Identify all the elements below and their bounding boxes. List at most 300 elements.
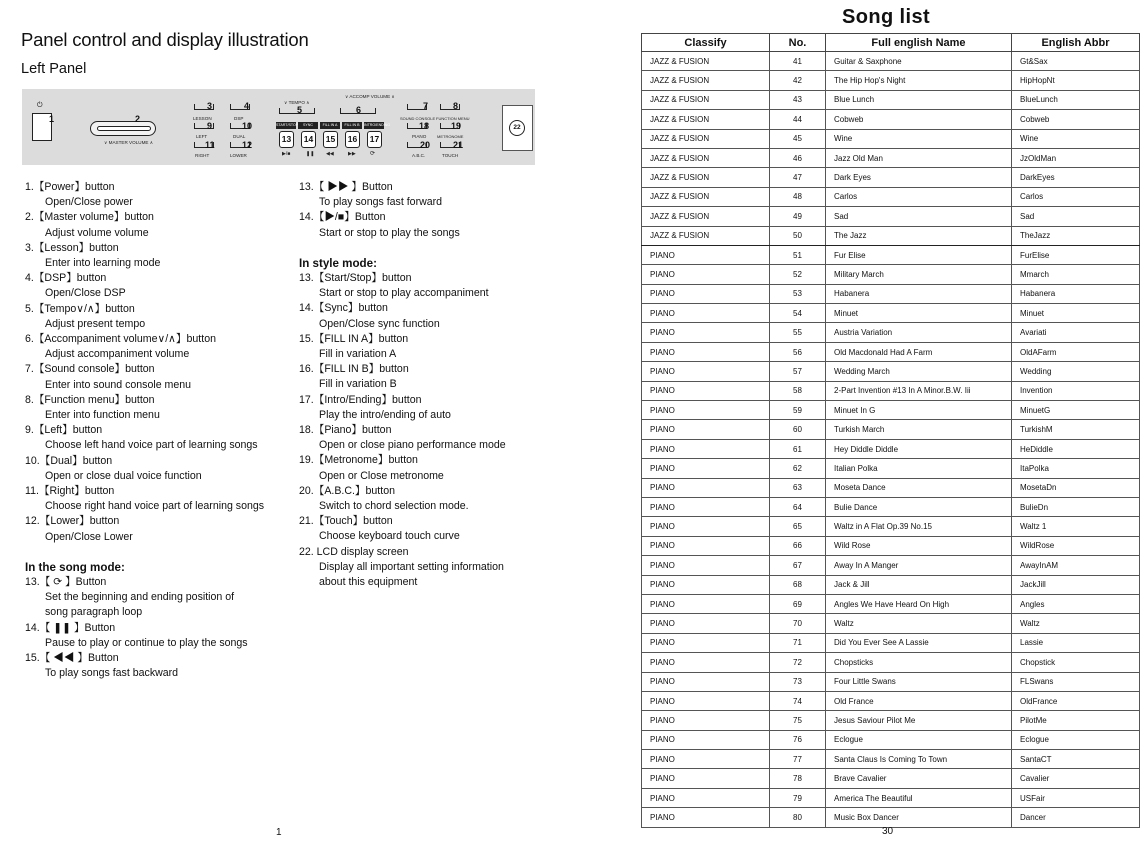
cell-full-name: The Jazz	[826, 226, 1012, 245]
cell-number: 57	[770, 362, 826, 381]
cell-classify: JAZZ & FUSION	[642, 187, 770, 206]
panel-label-7: 7	[423, 101, 429, 111]
cell-abbr: WildRose	[1012, 536, 1140, 555]
table-row	[642, 381, 1140, 400]
cell-full-name: Waltz in A Flat Op.39 No.15	[826, 517, 1012, 536]
cell-full-name: Jack & Jill	[826, 575, 1012, 594]
left-page	[0, 0, 560, 842]
list-item-head: 8.【Function menu】button	[25, 393, 155, 406]
table-row	[642, 575, 1140, 594]
list-item-head: 11.【Right】button	[25, 485, 115, 498]
cell-number: 72	[770, 653, 826, 672]
cell-number: 61	[770, 439, 826, 458]
song-list-title: Song list	[842, 6, 931, 28]
cell-number: 64	[770, 497, 826, 516]
cell-number: 44	[770, 110, 826, 129]
right-page	[560, 0, 1144, 842]
panel-label-1: 1	[49, 114, 55, 124]
cell-abbr: Gt&Sax	[1012, 52, 1140, 71]
cell-number: 60	[770, 420, 826, 439]
cell-abbr: HeDiddle	[1012, 439, 1140, 458]
cell-abbr: Habanera	[1012, 284, 1140, 303]
cell-abbr: SantaCT	[1012, 750, 1140, 769]
fill-b-label-block: FILL IN B	[342, 122, 362, 129]
table-row	[642, 284, 1140, 303]
list-item-head: 16.【FILL IN B】button	[299, 363, 409, 376]
cell-full-name: Carlos	[826, 187, 1012, 206]
page-title: Panel control and display illustration	[21, 29, 309, 50]
cell-full-name: Santa Claus Is Coming To Town	[826, 750, 1012, 769]
cell-number: 79	[770, 788, 826, 807]
table-row	[642, 323, 1140, 342]
cell-classify: PIANO	[642, 730, 770, 749]
cell-full-name: Sad	[826, 207, 1012, 226]
cell-number: 51	[770, 245, 826, 264]
power-icon: ⏻	[37, 102, 43, 109]
list-item-desc: Enter into function menu	[45, 409, 160, 422]
cell-full-name: Jesus Saviour Pilot Me	[826, 711, 1012, 730]
cell-number: 68	[770, 575, 826, 594]
list-item-desc: Switch to chord selection mode.	[319, 500, 469, 513]
panel-label-8: 8	[453, 101, 459, 111]
cell-full-name: 2-Part Invention #13 In A Minor.B.W. Iii	[826, 381, 1012, 400]
table-row	[642, 90, 1140, 109]
cell-classify: PIANO	[642, 265, 770, 284]
cell-abbr: Mmarch	[1012, 265, 1140, 284]
cell-number: 54	[770, 304, 826, 323]
cell-classify: PIANO	[642, 304, 770, 323]
dual-caption: DUAL	[233, 134, 246, 139]
song-list-table	[641, 33, 1140, 828]
pause-icon: ❚❚	[306, 151, 315, 157]
table-row	[642, 401, 1140, 420]
cell-classify: JAZZ & FUSION	[642, 129, 770, 148]
cell-classify: JAZZ & FUSION	[642, 207, 770, 226]
table-row	[642, 459, 1140, 478]
table-row	[642, 52, 1140, 71]
cell-full-name: Brave Cavalier	[826, 769, 1012, 788]
panel-label-12: 12	[242, 140, 253, 150]
panel-label-18: 18	[419, 121, 430, 131]
list-item-desc: Open/Close Lower	[45, 530, 133, 543]
cell-classify: PIANO	[642, 750, 770, 769]
song-rows	[642, 52, 1140, 828]
cell-full-name: Chopsticks	[826, 653, 1012, 672]
cell-abbr: Dancer	[1012, 808, 1140, 827]
right-caption: RIGHT	[195, 153, 210, 158]
list-item-desc: Play the intro/ending of auto	[319, 408, 451, 421]
table-row	[642, 187, 1140, 206]
table-row	[642, 420, 1140, 439]
cell-full-name: Wine	[826, 129, 1012, 148]
list-item-head: 9.【Left】button	[25, 424, 103, 437]
cell-classify: PIANO	[642, 420, 770, 439]
list-item-desc: Fill in variation B	[319, 378, 397, 391]
cell-full-name: Old Macdonald Had A Farm	[826, 342, 1012, 361]
list-item-head: 6.【Accompaniment volume∨/∧】button	[25, 333, 216, 346]
panel-label-11: 11	[205, 140, 215, 150]
panel-label-17: 17	[367, 131, 382, 148]
list-item-desc: Open/Close power	[45, 196, 133, 209]
table-row	[642, 711, 1140, 730]
list-item-head: 19.【Metronome】button	[299, 454, 418, 467]
list-item-head: 1.【Power】button	[25, 181, 115, 193]
cell-abbr: Lassie	[1012, 633, 1140, 652]
table-row	[642, 730, 1140, 749]
page-number: 1	[276, 827, 282, 838]
spacer	[25, 545, 264, 560]
panel-label-9: 9	[207, 121, 213, 131]
cell-number: 63	[770, 478, 826, 497]
cell-number: 62	[770, 459, 826, 478]
panel-label-16: 16	[345, 131, 360, 148]
cell-full-name: Eclogue	[826, 730, 1012, 749]
cell-abbr: MosetaDn	[1012, 478, 1140, 497]
list-item-head: 18.【Piano】button	[299, 424, 392, 437]
cell-abbr: JackJill	[1012, 575, 1140, 594]
table-row	[642, 304, 1140, 323]
cell-classify: PIANO	[642, 459, 770, 478]
cell-number: 41	[770, 52, 826, 71]
cell-number: 43	[770, 90, 826, 109]
fast-forward-icon: ▶▶	[348, 151, 356, 157]
master-volume-caption: ∨ MASTER VOLUME ∧	[104, 140, 154, 145]
table-row	[642, 226, 1140, 245]
cell-abbr: MinuetG	[1012, 401, 1140, 420]
panel-label-13: 13	[279, 131, 294, 148]
table-row	[642, 265, 1140, 284]
play-stop-icon: ▶/■	[282, 151, 291, 157]
touch-caption: TOUCH	[442, 153, 459, 158]
table-row	[642, 633, 1140, 652]
cell-abbr: FurElise	[1012, 245, 1140, 264]
list-item-desc: Adjust volume volume	[45, 226, 149, 239]
cell-classify: JAZZ & FUSION	[642, 148, 770, 167]
cell-full-name: Italian Polka	[826, 459, 1012, 478]
table-row	[642, 750, 1140, 769]
list-item-head: 22. LCD display screen	[299, 545, 409, 558]
cell-abbr: Chopstick	[1012, 653, 1140, 672]
panel-label-4: 4	[244, 101, 250, 111]
lower-caption: LOWER	[230, 153, 247, 158]
cell-number: 48	[770, 187, 826, 206]
cell-classify: PIANO	[642, 788, 770, 807]
table-row	[642, 148, 1140, 167]
column-header-no: No.	[770, 34, 826, 52]
cell-classify: PIANO	[642, 517, 770, 536]
cell-classify: JAZZ & FUSION	[642, 90, 770, 109]
page-number: 30	[882, 826, 894, 837]
list-item-head: 12.【Lower】button	[25, 515, 120, 528]
list-item-head: 14.【Sync】button	[299, 302, 388, 315]
cell-abbr: Invention	[1012, 381, 1140, 400]
cell-number: 76	[770, 730, 826, 749]
metronome-caption: METRONOME	[437, 134, 464, 139]
cell-full-name: Habanera	[826, 284, 1012, 303]
list-item-desc: song paragraph loop	[45, 606, 143, 619]
cell-number: 78	[770, 769, 826, 788]
cell-classify: PIANO	[642, 362, 770, 381]
table-row	[642, 362, 1140, 381]
table-row	[642, 168, 1140, 187]
cell-abbr: Carlos	[1012, 187, 1140, 206]
table-header-row	[642, 34, 1140, 52]
list-item-desc: Set the beginning and ending position of	[45, 591, 235, 604]
list-item-desc: Open or Close metronome	[319, 469, 444, 482]
column-header-classify: Classify	[642, 34, 770, 52]
cell-abbr: HipHopNt	[1012, 71, 1140, 90]
cell-classify: JAZZ & FUSION	[642, 110, 770, 129]
cell-number: 47	[770, 168, 826, 187]
cell-full-name: Fur Elise	[826, 245, 1012, 264]
cell-number: 74	[770, 691, 826, 710]
sync-label-block: SYNC	[298, 122, 318, 129]
list-item-desc: Choose keyboard touch curve	[319, 530, 460, 543]
panel-label-2: 2	[135, 114, 141, 124]
style-mode-heading: In style mode:	[299, 256, 377, 270]
list-item-head: 13.【 ⟳ 】Button	[25, 576, 107, 589]
cell-abbr: Sad	[1012, 207, 1140, 226]
table-row	[642, 129, 1140, 148]
button-list-column-2	[299, 180, 506, 590]
cell-classify: PIANO	[642, 594, 770, 613]
cell-classify: PIANO	[642, 284, 770, 303]
cell-number: 42	[770, 71, 826, 90]
cell-full-name: Old France	[826, 691, 1012, 710]
panel-label-15: 15	[323, 131, 338, 148]
cell-abbr: Waltz	[1012, 614, 1140, 633]
list-item-desc: Start or stop to play accompaniment	[319, 287, 489, 300]
cell-classify: PIANO	[642, 401, 770, 420]
cell-abbr: OldFrance	[1012, 691, 1140, 710]
panel-label-19: 19	[451, 121, 462, 131]
panel-illustration	[22, 89, 535, 165]
cell-classify: JAZZ & FUSION	[642, 226, 770, 245]
cell-classify: PIANO	[642, 342, 770, 361]
cell-abbr: BlueLunch	[1012, 90, 1140, 109]
cell-full-name: Wedding March	[826, 362, 1012, 381]
song-mode-heading: In the song mode:	[25, 560, 125, 574]
cell-classify: PIANO	[642, 556, 770, 575]
cell-classify: JAZZ & FUSION	[642, 168, 770, 187]
table-row	[642, 536, 1140, 555]
cell-full-name: Minuet	[826, 304, 1012, 323]
table-row	[642, 594, 1140, 613]
cell-number: 59	[770, 401, 826, 420]
cell-abbr: BulieDn	[1012, 497, 1140, 516]
cell-classify: PIANO	[642, 769, 770, 788]
table-row	[642, 691, 1140, 710]
cell-abbr: PilotMe	[1012, 711, 1140, 730]
table-row	[642, 614, 1140, 633]
cell-full-name: Blue Lunch	[826, 90, 1012, 109]
cell-full-name: Angles We Have Heard On High	[826, 594, 1012, 613]
cell-full-name: Moseta Dance	[826, 478, 1012, 497]
cell-full-name: Wild Rose	[826, 536, 1012, 555]
cell-abbr: TurkishM	[1012, 420, 1140, 439]
cell-number: 46	[770, 148, 826, 167]
cell-full-name: Music Box Dancer	[826, 808, 1012, 827]
cell-abbr: USFair	[1012, 788, 1140, 807]
list-item-head: 13.【 ▶▶ 】Button	[299, 181, 393, 193]
spacer	[299, 241, 506, 256]
cell-full-name: Austria Variation	[826, 323, 1012, 342]
panel-label-5: 5	[297, 105, 303, 115]
cell-full-name: The Hip Hop's Night	[826, 71, 1012, 90]
cell-classify: PIANO	[642, 691, 770, 710]
table-row	[642, 556, 1140, 575]
cell-classify: PIANO	[642, 536, 770, 555]
cell-number: 65	[770, 517, 826, 536]
table-row	[642, 71, 1140, 90]
cell-abbr: Waltz 1	[1012, 517, 1140, 536]
cell-full-name: Hey Diddle Diddle	[826, 439, 1012, 458]
cell-number: 67	[770, 556, 826, 575]
cell-full-name: Waltz	[826, 614, 1012, 633]
cell-classify: PIANO	[642, 672, 770, 691]
cell-abbr: AwayInAM	[1012, 556, 1140, 575]
list-item-head: 10.【Dual】button	[25, 454, 113, 467]
button-list-column-1	[25, 180, 264, 682]
cell-full-name: Dark Eyes	[826, 168, 1012, 187]
cell-number: 69	[770, 594, 826, 613]
sound-console-caption: SOUND CONSOLE	[400, 116, 436, 121]
cell-abbr: ItaPolka	[1012, 459, 1140, 478]
table-row	[642, 478, 1140, 497]
list-item-desc: Open or close piano performance mode	[319, 439, 506, 452]
column-header-abbr: English Abbr	[1012, 34, 1140, 52]
list-item-head: 7.【Sound console】button	[25, 363, 155, 376]
table-row	[642, 672, 1140, 691]
cell-full-name: Cobweb	[826, 110, 1012, 129]
cell-classify: PIANO	[642, 653, 770, 672]
cell-full-name: Four Little Swans	[826, 672, 1012, 691]
fill-a-label-block: FILL IN A	[320, 122, 340, 129]
cell-abbr: Wine	[1012, 129, 1140, 148]
cell-abbr: Angles	[1012, 594, 1140, 613]
abc-caption: A.B.C.	[412, 153, 426, 158]
cell-abbr: DarkEyes	[1012, 168, 1140, 187]
cell-abbr: TheJazz	[1012, 226, 1140, 245]
rewind-icon: ◀◀	[326, 151, 334, 157]
cell-number: 53	[770, 284, 826, 303]
cell-classify: JAZZ & FUSION	[642, 71, 770, 90]
cell-classify: PIANO	[642, 439, 770, 458]
cell-number: 58	[770, 381, 826, 400]
left-caption: LEFT	[196, 134, 208, 139]
list-item-head: 20.【A.B.C.】button	[299, 484, 395, 497]
cell-number: 50	[770, 226, 826, 245]
column-header-full-name: Full english Name	[826, 34, 1012, 52]
cell-full-name: Away In A Manger	[826, 556, 1012, 575]
dsp-caption: DSP	[234, 116, 244, 121]
cell-number: 52	[770, 265, 826, 284]
cell-number: 55	[770, 323, 826, 342]
list-item-head: 2.【Master volume】button	[25, 211, 154, 224]
cell-full-name: Guitar & Saxphone	[826, 52, 1012, 71]
cell-number: 75	[770, 711, 826, 730]
list-item-desc: Enter into learning mode	[45, 257, 161, 270]
tempo-caption: ∨ TEMPO ∧	[284, 100, 310, 105]
cell-full-name: Bulie Dance	[826, 497, 1012, 516]
list-item-desc: Open/Close sync function	[319, 317, 440, 330]
panel-label-6: 6	[356, 105, 362, 115]
table-row	[642, 517, 1140, 536]
cell-classify: PIANO	[642, 575, 770, 594]
list-item-desc: Start or stop to play the songs	[319, 226, 460, 239]
cell-classify: PIANO	[642, 711, 770, 730]
list-item-head: 15.【 ◀◀ 】Button	[25, 652, 119, 665]
piano-caption: PIANO	[412, 134, 427, 139]
cell-abbr: OldAFarm	[1012, 342, 1140, 361]
list-item-desc: Choose left hand voice part of learning songs	[45, 439, 258, 452]
cell-number: 49	[770, 207, 826, 226]
cell-classify: PIANO	[642, 614, 770, 633]
list-item-desc: Pause to play or continue to play the songs	[45, 636, 248, 649]
cell-number: 66	[770, 536, 826, 555]
loop-icon: ⟳	[370, 151, 376, 157]
list-item-desc: Open/Close DSP	[45, 287, 126, 300]
lcd-display-drawing	[502, 105, 533, 151]
cell-full-name: Military March	[826, 265, 1012, 284]
panel-label-22: 22	[509, 120, 525, 136]
cell-number: 71	[770, 633, 826, 652]
list-item-head: 4.【DSP】button	[25, 272, 107, 285]
cell-classify: PIANO	[642, 633, 770, 652]
table-row	[642, 342, 1140, 361]
cell-abbr: Minuet	[1012, 304, 1140, 323]
list-item-head: 14.【 ❚❚ 】Button	[25, 621, 116, 634]
cell-number: 45	[770, 129, 826, 148]
function-menu-caption: FUNCTION MENU	[436, 116, 470, 121]
cell-full-name: Minuet In G	[826, 401, 1012, 420]
cell-classify: PIANO	[642, 808, 770, 827]
cell-abbr: Wedding	[1012, 362, 1140, 381]
cell-abbr: JzOldMan	[1012, 148, 1140, 167]
list-item-desc: about this equipment	[319, 576, 418, 589]
list-item-desc: Choose right hand voice part of learning songs	[45, 500, 265, 513]
table-row	[642, 808, 1140, 827]
table-row	[642, 439, 1140, 458]
list-item-desc: Display all important setting information	[319, 560, 504, 573]
list-item-head: 13.【Start/Stop】button	[299, 272, 412, 285]
list-item-head: 17.【Intro/Ending】button	[299, 393, 422, 406]
cell-classify: JAZZ & FUSION	[642, 52, 770, 71]
cell-abbr: Eclogue	[1012, 730, 1140, 749]
cell-classify: PIANO	[642, 478, 770, 497]
master-volume-slider-drawing	[90, 121, 156, 136]
intro-ending-label-block: INTRO/ENDING	[364, 123, 391, 127]
panel-label-14: 14	[301, 131, 316, 148]
list-item-head: 5.【Tempo∨/∧】button	[25, 302, 135, 315]
cell-number: 80	[770, 808, 826, 827]
panel-label-21: 21	[453, 140, 464, 150]
panel-label-3: 3	[207, 101, 213, 111]
list-item-desc: To play songs fast backward	[45, 667, 179, 680]
accomp-volume-caption: ∨ ACCOMP VOLUME ∧	[345, 94, 395, 99]
table-row	[642, 245, 1140, 264]
list-item-desc: Open or close dual voice function	[45, 469, 202, 482]
cell-full-name: America The Beautiful	[826, 788, 1012, 807]
cell-full-name: Jazz Old Man	[826, 148, 1012, 167]
section-title: Left Panel	[21, 61, 87, 77]
cell-classify: PIANO	[642, 245, 770, 264]
list-item-head: 14.【▶/■】Button	[299, 211, 386, 224]
cell-number: 70	[770, 614, 826, 633]
start-stop-label-block: START/STOP	[276, 123, 299, 127]
table-row	[642, 788, 1140, 807]
table-row	[642, 653, 1140, 672]
